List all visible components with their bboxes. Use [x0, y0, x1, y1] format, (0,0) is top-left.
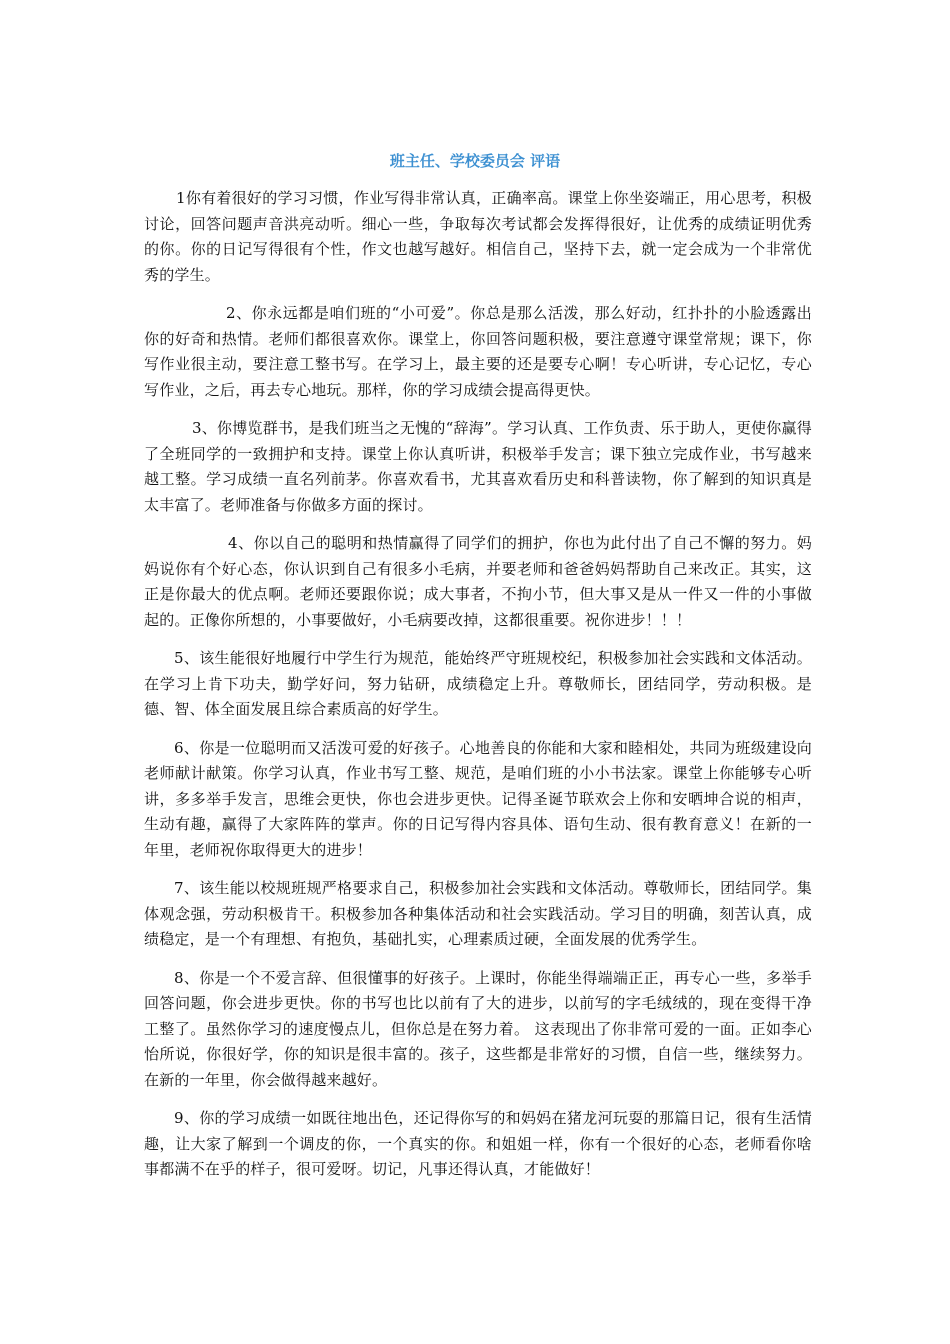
comment-paragraph-6: 6、你是一位聪明而又活泼可爱的好孩子。心地善良的你能和大家和睦相处，共同为班级建设向老师献计献策。你学习认真，作业书写工整、规范，是咱们班的小小书法家。课堂上你能够专心听讲，多多举手发言，思维会更快，你也会进步更快。记得圣诞节联欢会上你和安晒坤合说的相声，生动有趣，赢得了大家阵阵的掌声。你的日记写得内容具体、语句生动、很有教育意义！在新的一年里，老师祝你取得更大的进步！ [144, 738, 812, 859]
comment-paragraph-1: 1你有着很好的学习习惯，作业写得非常认真，正确率高。课堂上你坐姿端正，用心思考，积极讨论，回答问题声音洪亮动听。细心一些，争取每次考试都会发挥得很好，让优秀的成绩证明优秀的你。你的日记写得很有个性，作文也越写越好。相信自己，坚持下去，就一定会成为一个非常优秀的学生。 [144, 189, 812, 284]
comment-paragraph-4: 4、你以自己的聪明和热情赢得了同学们的拥护，你也为此付出了自己不懈的努力。妈妈说你有个好心态，你认识到自己有很多小毛病，并要老师和爸爸妈妈帮助自己来改正。其实，这正是你最大的优点啊。老师还要跟你说；成大事者，不拘小节，但大事又是从一件又一件的小事做起的。正像你所想的，小事要做好，小毛病要改掉，这都很重要。祝你进步！！！ [144, 534, 812, 629]
comment-paragraph-5: 5、该生能很好地履行中学生行为规范，能始终严守班规校纪，积极参加社会实践和文体活动。在学习上肯下功夫，勤学好问，努力钻研，成绩稳定上升。尊敬师长，团结同学，劳动积极。是德、智、体全面发展且综合素质高的好学生。 [144, 649, 812, 718]
document-title: 班主任、学校委员会 评语 [389, 152, 561, 170]
comment-paragraph-7: 7、该生能以校规班规严格要求自己，积极参加社会实践和文体活动。尊敬师长，团结同学。集体观念强，劳动积极肯干。积极参加各种集体活动和社会实践活动。学习目的明确，刻苦认真，成绩稳定，是一个有理想、有抱负，基础扎实，心理素质过硬，全面发展的优秀学生。 [144, 879, 812, 948]
comment-paragraph-3: 3、你博览群书，是我们班当之无愧的“辞海”。学习认真、工作负责、乐于助人，更使你赢得了全班同学的一致拥护和支持。课堂上你认真听讲，积极举手发言；课下独立完成作业，书写越来越工整。学习成绩一直名列前茅。你喜欢看书，尤其喜欢看历史和科普读物，你了解到的知识真是太丰富了。老师准备与你做多方面的探讨。 [144, 419, 812, 514]
comment-paragraph-8: 8、你是一个不爱言辞、但很懂事的好孩子。上课时，你能坐得端端正正，再专心一些，多举手回答问题，你会进步更快。你的书写也比以前有了大的进步，以前写的字毛绒绒的，现在变得干净工整了。虽然你学习的速度慢点儿，但你总是在努力着。 这表现出了你非常可爱的一面。正如李心怡所说，你很好学，你的知识是很丰富的。孩子，这些都是非常好的习惯，自信一些，继续努力。在新的一年里，你会做得越来越好。 [144, 968, 812, 1089]
comment-paragraph-2: 2、你永远都是咱们班的“小可爱”。你总是那么活泼，那么好动，红扑扑的小脸透露出你的好奇和热情。老师们都很喜欢你。课堂上，你回答问题积极，要注意遵守课堂常规；课下，你写作业很主动，要注意工整书写。在学习上，最主要的还是要专心啊！专心听讲，专心记忆，专心写作业，之后，再去专心地玩。那样，你的学习成绩会提高得更快。 [144, 304, 812, 399]
document-body [144, 186, 812, 1196]
comment-paragraph-9: 9、你的学习成绩一如既往地出色，还记得你写的和妈妈在猪龙河玩耍的那篇日记，很有生活情趣，让大家了解到一个调皮的你，一个真实的你。和姐姐一样，你有一个很好的心态，老师看你啥事都满不在乎的样子，很可爱呀。切记，凡事还得认真，才能做好！ [144, 1109, 812, 1178]
